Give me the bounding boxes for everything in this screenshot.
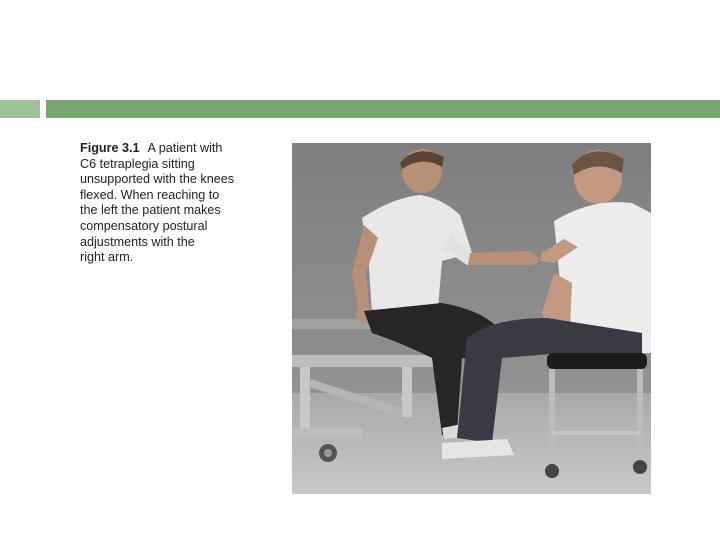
figure-photo <box>292 143 651 494</box>
caption-line-4: flexed. When reaching to <box>80 187 220 202</box>
accent-bar-right <box>46 100 720 118</box>
caption-line-6: compensatory postural <box>80 218 208 233</box>
caption-line-1 <box>80 141 285 157</box>
caption-text-1: A patient with <box>147 141 223 155</box>
caption-line-3: unsupported with the knees <box>80 172 235 187</box>
figure-label: Figure 3.1 <box>80 141 140 155</box>
caption-line-8: right arm. <box>80 250 134 265</box>
photo-illustration <box>292 143 651 494</box>
accent-bar-left <box>0 100 40 118</box>
figure-caption <box>80 141 285 266</box>
caption-line-5: the left the patient makes <box>80 203 221 218</box>
caption-line-7: adjustments with the <box>80 234 195 249</box>
caption-line-2: C6 tetraplegia sitting <box>80 156 195 171</box>
